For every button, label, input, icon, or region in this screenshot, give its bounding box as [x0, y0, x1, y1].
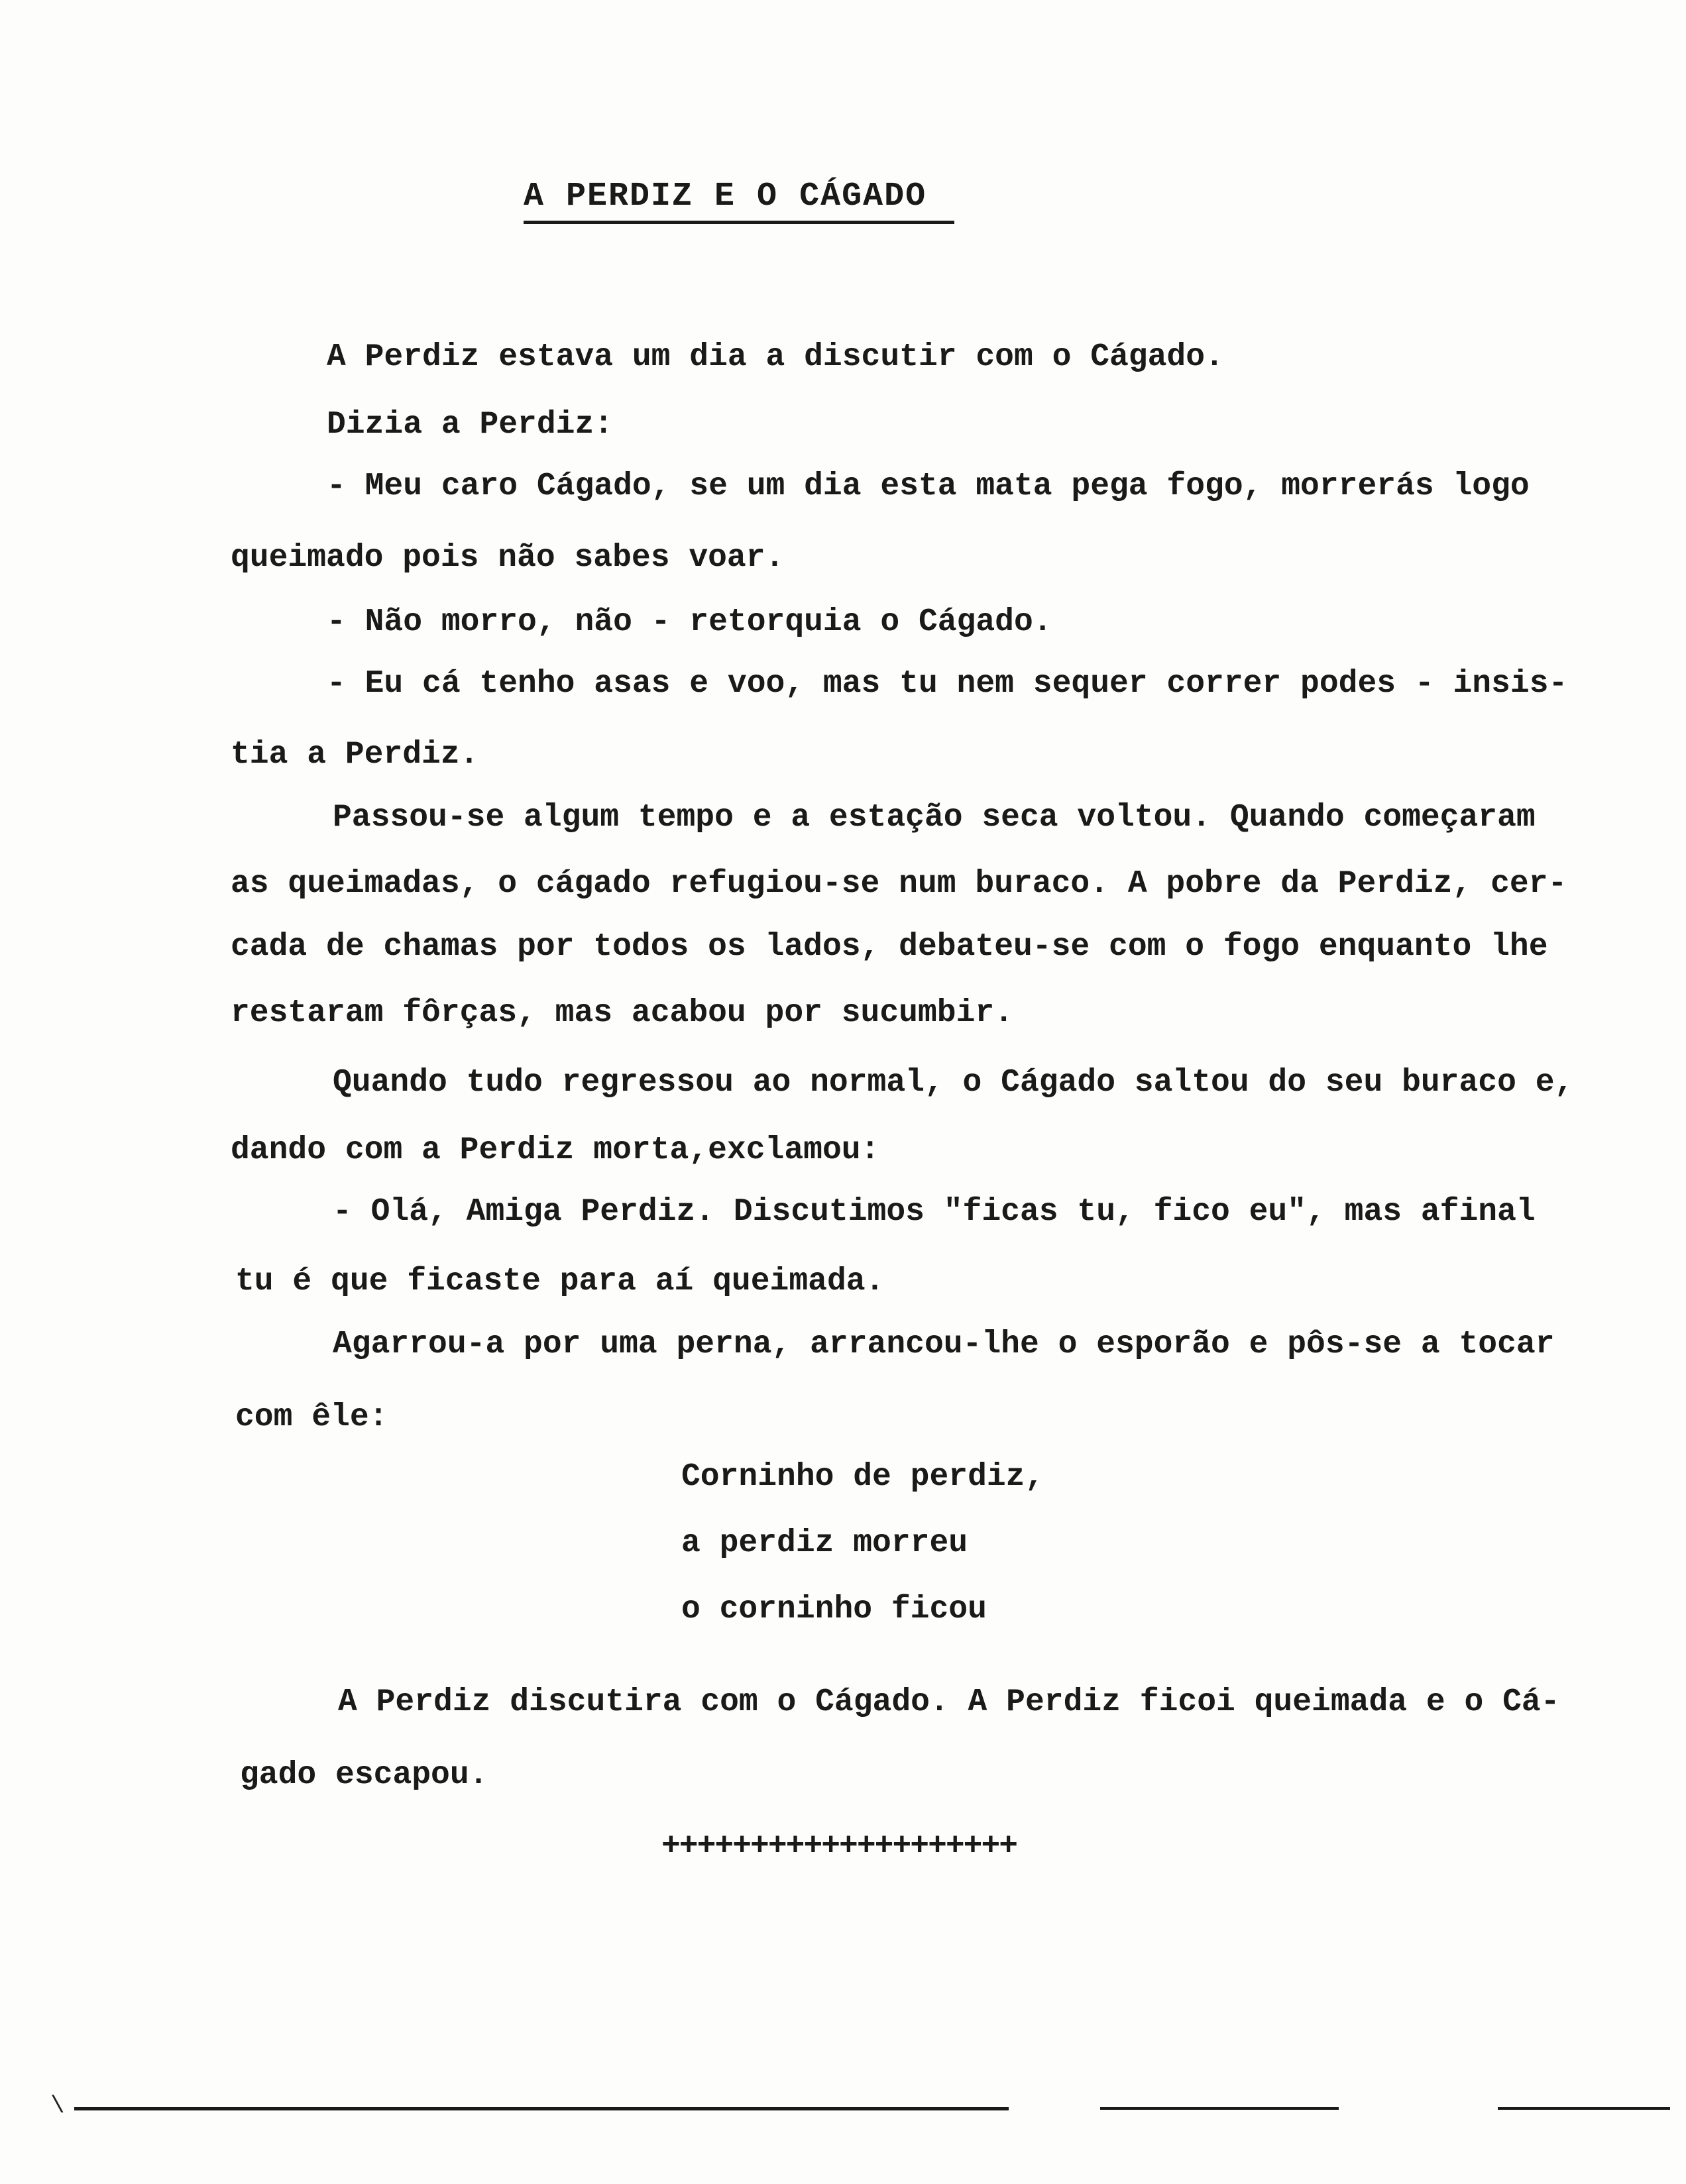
corner-mark: \	[50, 2093, 65, 2120]
document-title: A PERDIZ E O CÁGADO	[524, 178, 927, 215]
text-line: Passou-se algum tempo e a estação seca voltou. Quando começaram	[333, 800, 1536, 836]
text-line: as queimadas, o cágado refugiou-se num buraco. A pobre da Perdiz, cer-	[231, 866, 1567, 902]
text-line: - Meu caro Cágado, se um dia esta mata pega fogo, morrerás logo	[327, 468, 1530, 504]
verse-line: a perdiz morreu	[681, 1525, 968, 1561]
text-line: tia a Perdiz.	[231, 737, 479, 773]
bottom-rule-right	[1498, 2107, 1670, 2110]
text-line: tu é que ficaste para aí queimada.	[235, 1264, 885, 1299]
closing-line: gado escapou.	[240, 1757, 488, 1793]
text-line: restaram fôrças, mas acabou por sucumbir.	[231, 995, 1013, 1031]
text-line: Dizia a Perdiz:	[327, 407, 614, 443]
title-underline	[524, 221, 954, 224]
bottom-rule-left	[74, 2107, 1009, 2110]
text-line: - Não morro, não - retorquia o Cágado.	[327, 604, 1052, 640]
text-line: Agarrou-a por uma perna, arrancou-lhe o esporão e pôs-se a tocar	[333, 1327, 1555, 1362]
verse-line: Corninho de perdiz,	[681, 1459, 1044, 1495]
verse-line: o corninho ficou	[681, 1592, 987, 1627]
text-line: dando com a Perdiz morta,exclamou:	[231, 1132, 880, 1168]
section-divider: ++++++++++++++++++++	[661, 1829, 1017, 1865]
text-line: com êle:	[235, 1399, 388, 1435]
text-line: Quando tudo regressou ao normal, o Cágado saltou do seu buraco e,	[333, 1065, 1574, 1101]
text-line: - Eu cá tenho asas e voo, mas tu nem sequer correr podes - insis-	[327, 666, 1568, 702]
closing-line: A Perdiz discutira com o Cágado. A Perdiz ficoi queimada e o Cá-	[338, 1684, 1560, 1720]
text-line: - Olá, Amiga Perdiz. Discutimos "ficas tu, fico eu", mas afinal	[333, 1194, 1536, 1230]
text-line: queimado pois não sabes voar.	[231, 540, 785, 576]
bottom-rule-middle	[1100, 2107, 1339, 2110]
text-line: A Perdiz estava um dia a discutir com o Cágado.	[327, 339, 1224, 375]
text-line: cada de chamas por todos os lados, debateu-se com o fogo enquanto lhe	[231, 929, 1548, 965]
